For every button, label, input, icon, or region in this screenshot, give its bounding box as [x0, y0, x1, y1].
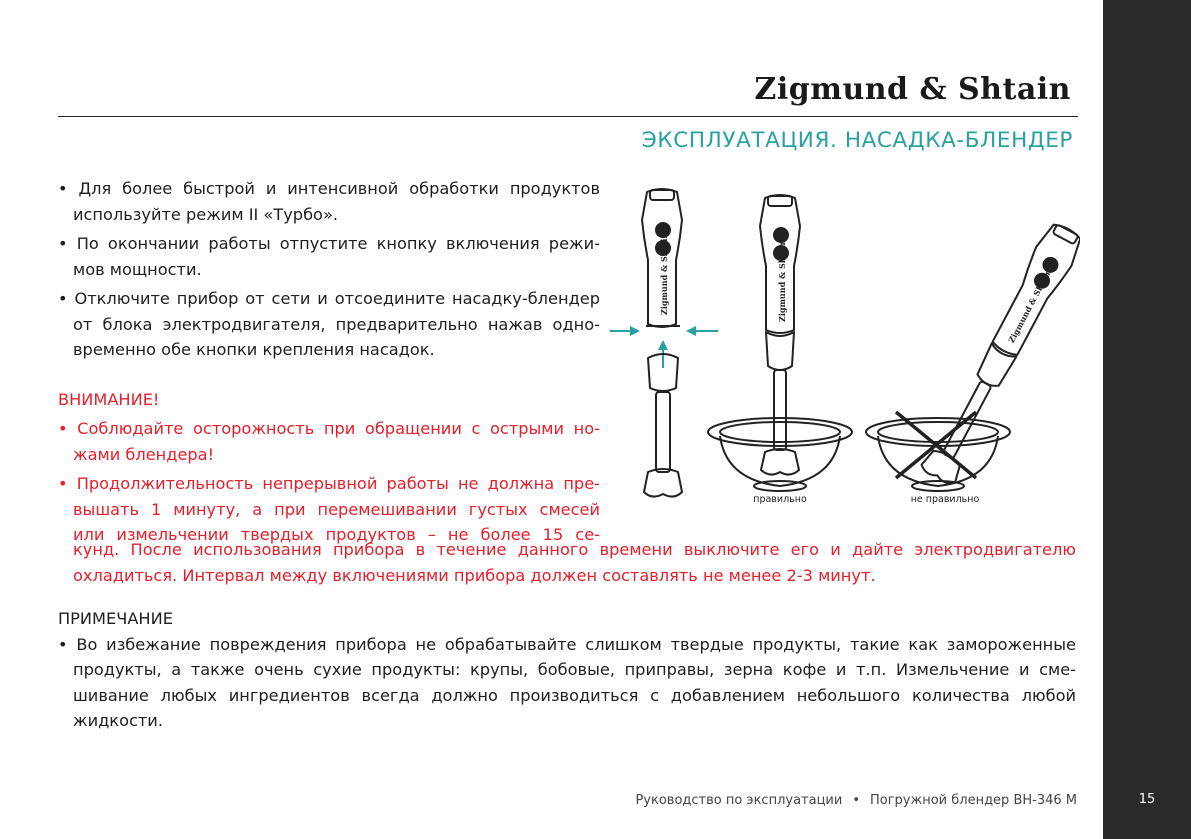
section-title: ЭКСПЛУАТАЦИЯ. НАСАДКА-БЛЕНДЕР [641, 128, 1073, 153]
bowl-incorrect [866, 418, 1010, 491]
bullet-line: используйте режим II «Турбо». [73, 204, 339, 224]
warning-line: • Продолжительность непрерывной работы не должна пре- [58, 474, 600, 493]
note-line: • Во избежание повреждения прибора не обрабатывайте слишком твердые продукты, такие как замороженные [58, 634, 1076, 654]
footer [635, 793, 1077, 808]
blender-illustration [600, 180, 1080, 525]
caption-incorrect: не правильно [910, 494, 980, 505]
caption-correct: правильно [753, 494, 807, 505]
brand-logo: Zigmund & Shtain [754, 72, 1071, 107]
warning-knives [58, 416, 600, 467]
bullet-line: • По окончании работы отпустите кнопку включения режи- [58, 234, 600, 253]
footer-product: Погружной блендер BH-346 M [870, 793, 1077, 808]
note-block [58, 606, 1076, 734]
note-line: жидкости. [73, 711, 163, 730]
press-arrows-icon [610, 326, 718, 368]
warning-line: вышать 1 минуту, а при перемешивании густых смесей [73, 499, 600, 519]
warning-line: или измельчении твердых продуктов – не более 15 се- [73, 525, 600, 544]
motor-unit-detached [642, 189, 682, 327]
bullet-disconnect [58, 286, 600, 363]
warning-line: кунд. После использования прибора в течение данного времени выключите его и дайте электродвигателю [73, 540, 1076, 559]
bullet-line: • Для более быстрой и интенсивной обработки продуктов [58, 179, 600, 198]
bullet-line: временно обе кнопки крепления насадок. [73, 340, 435, 359]
handle-logo: Zigmund & Shtain [659, 232, 669, 315]
instructions-block [58, 176, 600, 548]
note-line: продукты, а также очень сухие продукты: крупы, бобовые, приправы, зерна кофе и т.п. Измельчение и сме- [73, 660, 1076, 679]
note-title: ПРИМЕЧАНИЕ [58, 609, 173, 628]
blender-correct [760, 195, 800, 475]
footer-separator: • [852, 793, 860, 808]
warning-title: ВНИМАНИЕ! [58, 389, 160, 409]
note-line: шивание любых ингредиентов всегда должно производиться с добавлением небольшого количества любой [73, 685, 1076, 705]
bullet-line: от блока электродвигателя, предварительно нажав одно- [73, 314, 600, 334]
bullet-line: мов мощности. [73, 259, 202, 279]
bowl-correct [708, 418, 852, 491]
header-rule [58, 116, 1078, 117]
bullet-turbo [58, 176, 600, 227]
footer-manual: Руководство по эксплуатации [635, 793, 843, 808]
handle-logo: Zigmund & Shtain [777, 239, 787, 322]
warning-line: • Соблюдайте осторожность при обращении с острыми но- [58, 419, 600, 438]
warning-line: жами блендера! [73, 444, 215, 464]
bullet-line: • Отключите прибор от сети и отсоедините насадку-блендер [58, 289, 600, 308]
page-number: 15 [1138, 792, 1156, 807]
handle-logo: Zigmund & Shtain [1006, 267, 1054, 345]
side-strip [1103, 0, 1191, 839]
bullet-release [58, 231, 600, 282]
blender-shaft-detached [644, 354, 682, 497]
warning-line: охладиться. Интервал между включениями прибора должен составлять не менее 2-3 минут. [73, 565, 876, 585]
warning-continuation [73, 537, 1076, 588]
